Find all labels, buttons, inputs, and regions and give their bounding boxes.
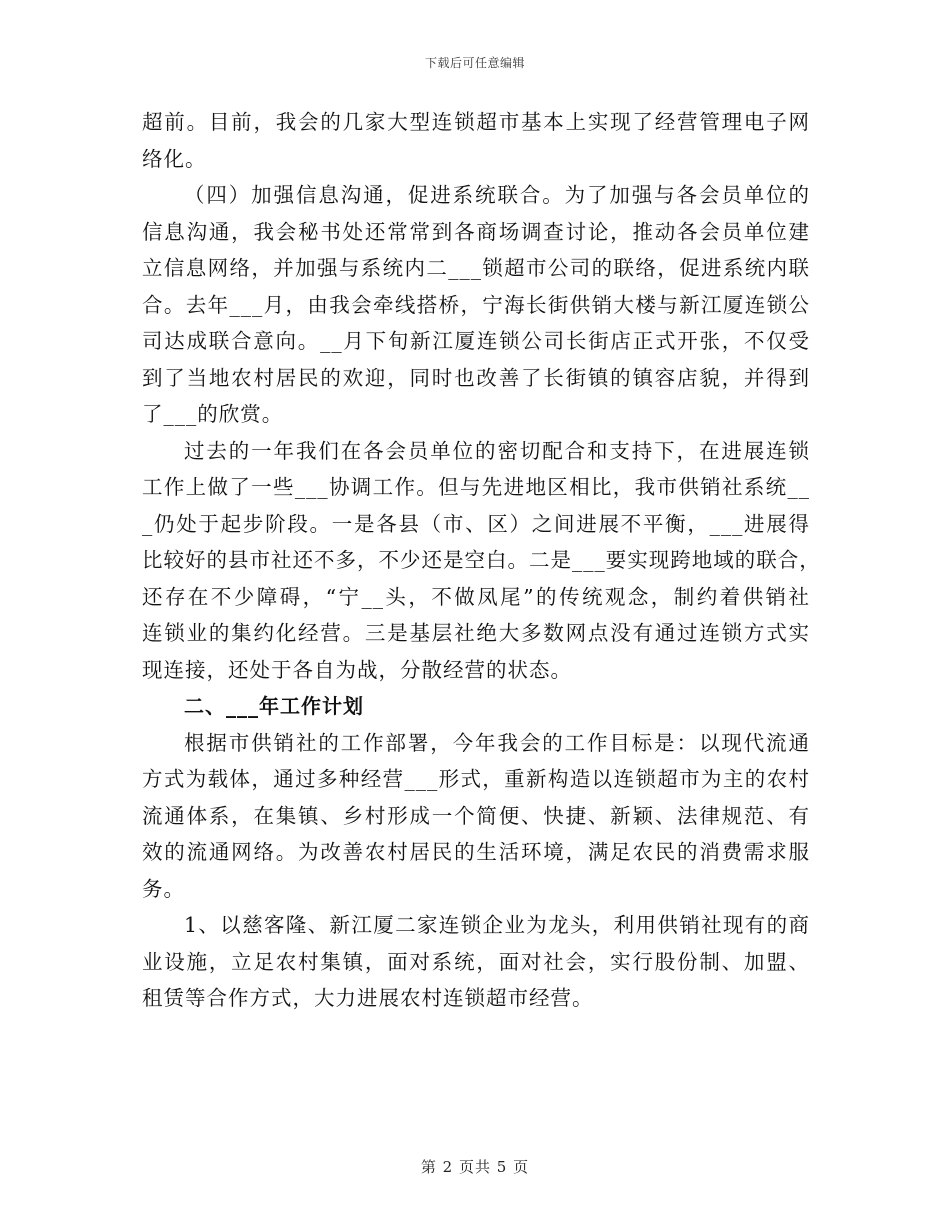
header-note: 下载后可任意编辑 [424,56,525,70]
body-line: 业设施，立足农村集镇，面对系统，面对社会，实行股份制、加盟、 [142,949,810,974]
body-line: 到了当地农村居民的欢迎，同时也改善了长街镇的镇容店貌，并得到 [142,365,810,390]
body-line: 方式为载体，通过多种经营___形式，重新构造以连锁超市为主的农村 [142,767,810,791]
body-line: 1、以慈客隆、新江厦二家连锁企业为龙头，利用供销社现有的商 [184,913,810,937]
body-line: （四）加强信息沟通，促进系统联合。为了加强与各会员单位的 [184,183,810,207]
document-body [142,104,821,1017]
body-line: 络化。 [142,146,207,171]
body-line: 工作上做了一些___协调工作。但与先进地区相比，我市供销社系统__ [142,475,810,499]
body-line: 信息沟通，我会秘书处还常常到各商场调查讨论，推动各会员单位建 [142,219,810,244]
body-line: 根据市供销社的工作部署，今年我会的工作目标是：以现代流通 [184,730,810,755]
body-line: 务。 [142,876,185,901]
body-line: 比较好的县市社还不多，不少还是空白。二是___要实现跨地域的联合， [142,548,821,572]
body-line: 效的流通网络。为改善农村居民的生活环境，满足农民的消费需求服 [142,840,810,864]
body-line: 流通体系，在集镇、乡村形成一个简便、快捷、新颖、法律规范、有 [142,803,810,828]
body-line: 合。去年___月，由我会牵线搭桥，宁海长街供销大楼与新江厦连锁公 [142,292,810,317]
page-number: 第 2 页共 5 页 [420,1158,530,1176]
body-line: _仍处于起步阶段。一是各县（市、区）之间进展不平衡，___进展得 [142,511,810,536]
body-line: 过去的一年我们在各会员单位的密切配合和支持下，在进展连锁 [184,438,810,463]
body-line: 立信息网络，并加强与系统内二___锁超市公司的联络，促进系统内联 [142,256,810,280]
section-heading: 二、___年工作计划 [184,694,364,718]
body-line: 司达成联合意向。__月下旬新江厦连锁公司长街店正式开张，不仅受 [142,329,810,353]
body-line: 租赁等合作方式，大力进展农村连锁超市经营。 [142,986,594,1010]
body-line: 现连接，还处于各自为战，分散经营的状态。 [142,657,572,682]
body-line: 了___的欣赏。 [142,402,284,426]
body-line: 连锁业的集约化经营。三是基层社绝大多数网点没有通过连锁方式实 [142,621,810,645]
body-line: 超前。目前，我会的几家大型连锁超市基本上实现了经营管理电子网 [142,110,810,134]
body-line: 还存在不少障碍，“宁__头，不做凤尾”的传统观念，制约着供销社 [142,584,810,609]
